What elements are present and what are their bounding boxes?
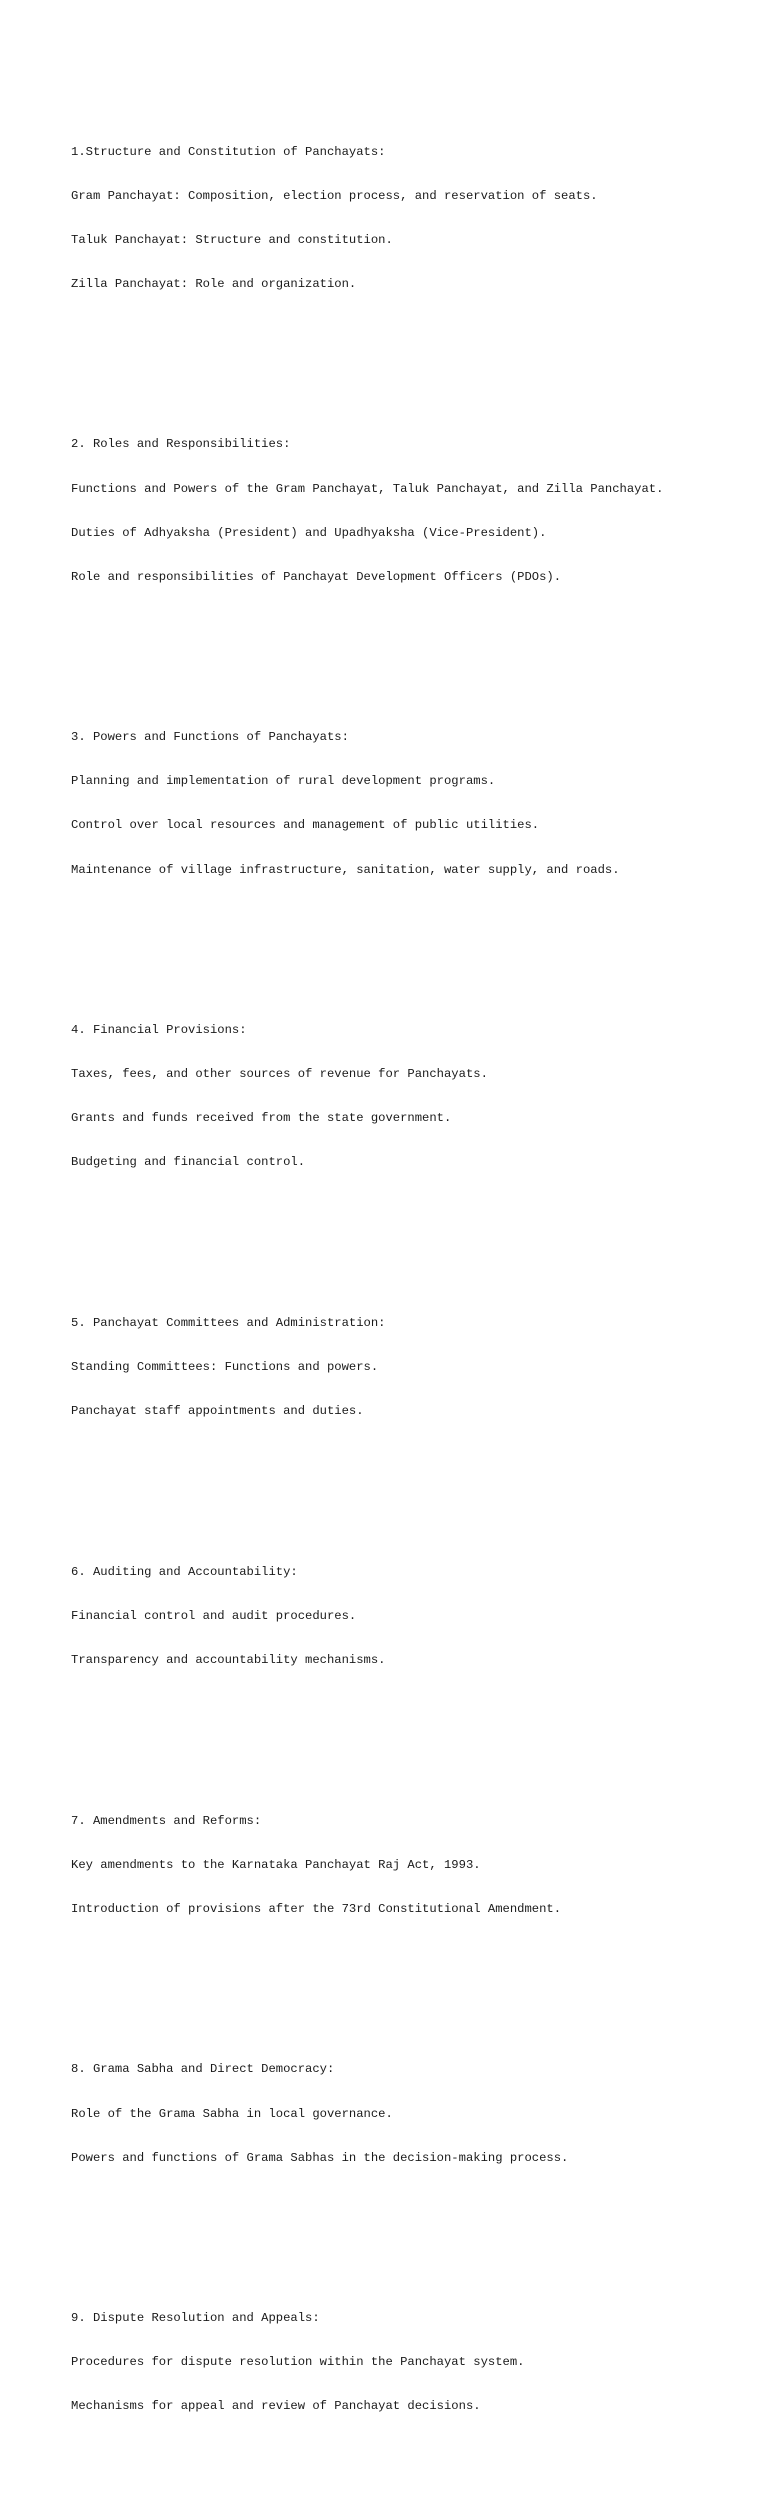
section-heading: 5. Panchayat Committees and Administration: xyxy=(71,1316,386,1331)
section-line: Zilla Panchayat: Role and organization. xyxy=(71,276,357,291)
section-line: Gram Panchayat: Composition, election process, and reservation of seats. xyxy=(71,188,598,203)
section-roles-responsibilities xyxy=(71,408,751,614)
section-grama-sabha xyxy=(71,2033,751,2195)
section-line: Grants and funds received from the state government. xyxy=(71,1111,452,1126)
section-structure-constitution xyxy=(71,115,751,321)
section-committees-administration xyxy=(71,1287,751,1449)
section-auditing-accountability xyxy=(71,1535,751,1697)
section-line: Key amendments to the Karnataka Panchayat Raj Act, 1993. xyxy=(71,1857,481,1872)
section-line: Panchayat staff appointments and duties. xyxy=(71,1404,364,1419)
section-heading: 6. Auditing and Accountability: xyxy=(71,1564,298,1579)
section-line: Functions and Powers of the Gram Panchayat, Taluk Panchayat, and Zilla Panchayat. xyxy=(71,481,664,496)
section-line: Planning and implementation of rural development programs. xyxy=(71,774,496,789)
section-line: Mechanisms for appeal and review of Panchayat decisions. xyxy=(71,2399,481,2414)
section-heading: 3. Powers and Functions of Panchayats: xyxy=(71,730,349,745)
document-page xyxy=(71,71,751,2516)
section-heading: 4. Financial Provisions: xyxy=(71,1023,247,1038)
section-line: Powers and functions of Grama Sabhas in the decision-making process. xyxy=(71,2150,569,2165)
section-heading: 2. Roles and Responsibilities: xyxy=(71,437,291,452)
section-powers-functions xyxy=(71,701,751,907)
section-line: Control over local resources and management of public utilities. xyxy=(71,818,540,833)
section-line: Role and responsibilities of Panchayat Development Officers (PDOs). xyxy=(71,569,562,584)
section-line: Financial control and audit procedures. xyxy=(71,1608,357,1623)
section-line: Taluk Panchayat: Structure and constitution. xyxy=(71,232,393,247)
section-financial-provisions xyxy=(71,994,751,1200)
section-line: Role of the Grama Sabha in local governance. xyxy=(71,2106,393,2121)
section-heading: 8. Grama Sabha and Direct Democracy: xyxy=(71,2062,335,2077)
section-line: Standing Committees: Functions and powers. xyxy=(71,1360,379,1375)
section-amendments-reforms xyxy=(71,1784,751,1946)
section-line: Taxes, fees, and other sources of revenue for Panchayats. xyxy=(71,1067,488,1082)
section-line: Introduction of provisions after the 73rd Constitutional Amendment. xyxy=(71,1901,562,1916)
section-line: Procedures for dispute resolution within the Panchayat system. xyxy=(71,2355,525,2370)
section-heading: 7. Amendments and Reforms: xyxy=(71,1813,262,1828)
section-line: Budgeting and financial control. xyxy=(71,1155,306,1170)
section-heading: 9. Dispute Resolution and Appeals: xyxy=(71,2311,320,2326)
section-heading: 1.Structure and Constitution of Panchayats: xyxy=(71,144,386,159)
section-dispute-resolution xyxy=(71,2282,751,2444)
section-line: Transparency and accountability mechanisms. xyxy=(71,1653,386,1668)
section-line: Maintenance of village infrastructure, sanitation, water supply, and roads. xyxy=(71,862,620,877)
section-line: Duties of Adhyaksha (President) and Upadhyaksha (Vice-President). xyxy=(71,525,547,540)
